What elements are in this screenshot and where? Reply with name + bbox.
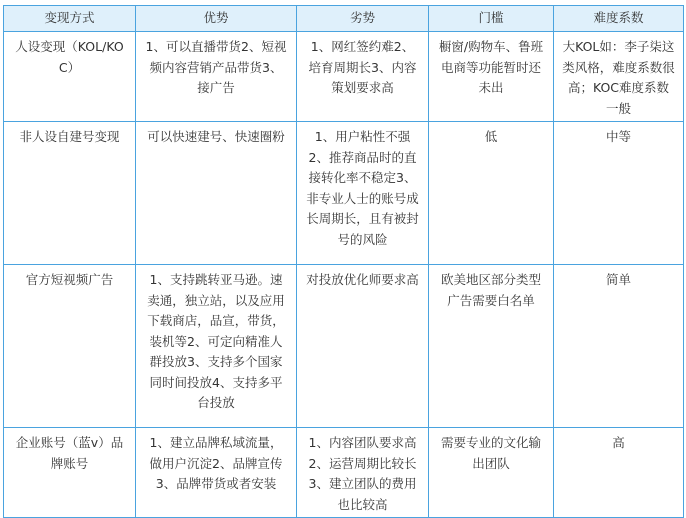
cell-disadvantages: 1、内容团队要求高2、运营周期比较长3、建立团队的费用也比较高 [297, 428, 429, 518]
cell-difficulty: 高 [554, 428, 684, 518]
cell-advantages: 1、支持跳转亚马逊。速卖通，独立站，以及应用下载商店，品宣，带货，装机等2、可定向精准人群投放3、支持多个国家同时间投放4、支持多平台投放 [136, 265, 297, 428]
table-row [4, 265, 684, 428]
cell-threshold: 欧美地区部分类型广告需要白名单 [429, 265, 554, 428]
table-row [4, 122, 684, 265]
cell-method: 非人设自建号变现 [4, 122, 136, 265]
cell-disadvantages: 1、用户粘性不强2、推荐商品时的直接转化率不稳定3、非专业人士的账号成长周期长，且有被封号的风险 [297, 122, 429, 265]
cell-threshold: 需要专业的文化输出团队 [429, 428, 554, 518]
cell-method: 人设变现（KOL/KOC） [4, 32, 136, 122]
table-header-row [4, 6, 684, 32]
cell-advantages: 可以快速建号、快速圈粉 [136, 122, 297, 265]
cell-advantages: 1、可以直播带货2、短视频内容营销产品带货3、接广告 [136, 32, 297, 122]
cell-threshold: 橱窗/购物车、鲁班电商等功能暂时还未出 [429, 32, 554, 122]
cell-disadvantages: 对投放优化师要求高 [297, 265, 429, 428]
cell-method: 官方短视频广告 [4, 265, 136, 428]
header-method: 变现方式 [4, 6, 136, 32]
header-difficulty: 难度系数 [554, 6, 684, 32]
table-row [4, 428, 684, 518]
cell-difficulty: 中等 [554, 122, 684, 265]
cell-difficulty: 大KOL如：李子柒这类风格，难度系数很高；KOC难度系数一般 [554, 32, 684, 122]
cell-difficulty: 简单 [554, 265, 684, 428]
cell-disadvantages: 1、网红签约难2、培育周期长3、内容策划要求高 [297, 32, 429, 122]
header-advantages: 优势 [136, 6, 297, 32]
monetization-table [3, 5, 684, 518]
cell-method: 企业账号（蓝v）品牌账号 [4, 428, 136, 518]
header-disadvantages: 劣势 [297, 6, 429, 32]
cell-advantages: 1、建立品牌私域流量，做用户沉淀2、品牌宣传3、品牌带货或者安装 [136, 428, 297, 518]
cell-threshold: 低 [429, 122, 554, 265]
table-row [4, 32, 684, 122]
header-threshold: 门槛 [429, 6, 554, 32]
